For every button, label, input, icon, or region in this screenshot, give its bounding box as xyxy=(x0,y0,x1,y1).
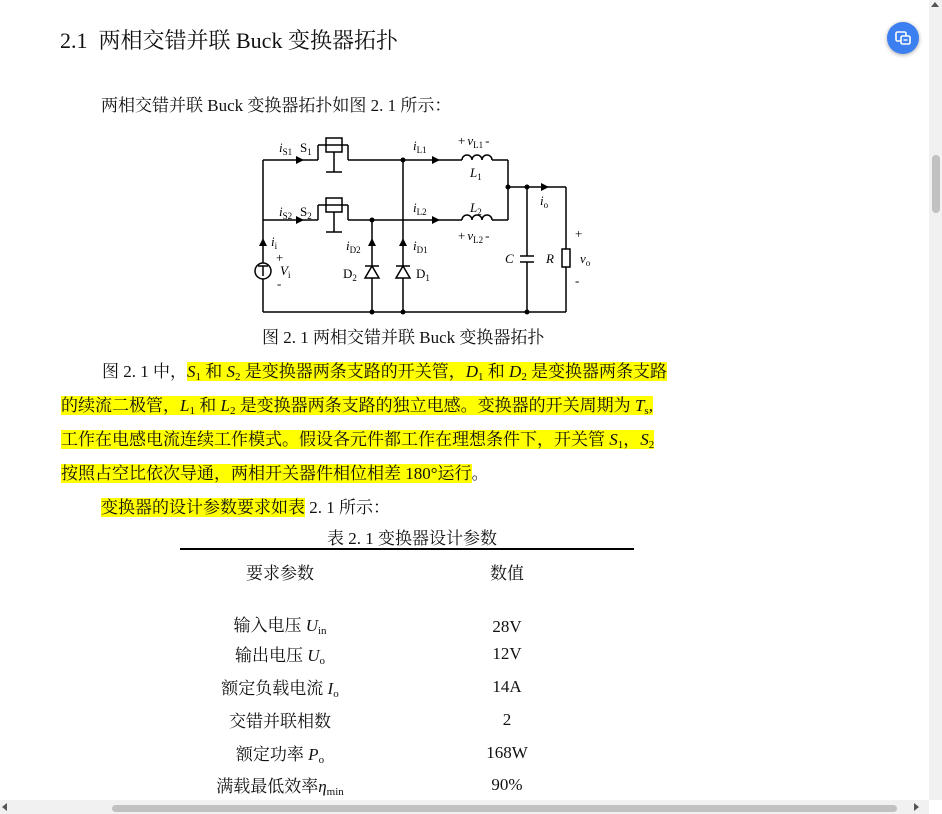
svg-text:C: C xyxy=(505,251,514,266)
col-header-value: 数值 xyxy=(490,563,524,583)
table-row xyxy=(180,736,634,769)
svg-text:R: R xyxy=(546,251,554,266)
svg-text:S1: $S_1$ xyxy=(300,140,312,157)
svg-text:iS1: $i_{S1}$ xyxy=(279,140,293,157)
param-value: 2 xyxy=(502,709,512,729)
translate-fab[interactable] xyxy=(887,22,919,54)
svg-text:S2: $S_2$ xyxy=(300,204,312,221)
svg-text:iL2: $i_{L2}$ xyxy=(413,200,427,217)
param-value: 12V xyxy=(492,643,522,663)
section-heading: 2.1 两相交错并联 Buck 变换器拓扑 xyxy=(60,28,398,53)
body-line-3: 工作在电感电流连续工作模式。假设各元件都工作在理想条件下，开关管 $S_1$，$S_2$ xyxy=(61,430,655,451)
horizontal-scroll-thumb[interactable] xyxy=(112,805,897,812)
resistor-r xyxy=(562,249,570,267)
figure-caption: 图 2. 1 两相交错并联 Buck 变换器拓扑 xyxy=(262,328,545,347)
svg-text:L1: $L_1$ xyxy=(470,165,482,182)
svg-text:iS2: $i_{S2}$ xyxy=(279,204,293,221)
switch-s1 xyxy=(318,138,348,172)
svg-text:io: $i_o$ xyxy=(540,193,549,210)
svg-text:+vL2-: + $v_{L2}$ - xyxy=(458,228,490,245)
svg-text:+vL1-: + $v_{L1}$ - xyxy=(458,133,490,150)
intro-paragraph: 两相交错并联 Buck 变换器拓扑如图 2. 1 所示： xyxy=(101,96,452,115)
param-label: 满载最低效率$\eta_{min}$ xyxy=(216,777,344,799)
svg-text:iD2: $i_{D2}$ xyxy=(346,238,361,255)
diode-d2 xyxy=(365,266,379,278)
scroll-up-arrow[interactable] xyxy=(931,2,939,7)
col-header-param: 要求参数 xyxy=(246,563,314,583)
svg-text:-: - xyxy=(277,276,282,291)
circuit-diagram xyxy=(250,130,610,320)
table-row xyxy=(180,592,634,637)
svg-text:D1: $D_1$ xyxy=(416,266,430,283)
table-row xyxy=(180,637,634,670)
param-label: 额定功率 $P_o$ xyxy=(235,744,325,766)
param-label: 交错并联相数 xyxy=(229,711,331,731)
vertical-scrollbar[interactable] xyxy=(929,0,942,800)
table-row xyxy=(180,703,634,736)
translate-icon xyxy=(894,29,912,47)
svg-text:D2: $D_2$ xyxy=(343,266,357,283)
param-label: 额定负载电流 $I_o$ xyxy=(221,678,339,700)
param-label: 输入电压 $U_{in}$ xyxy=(233,616,327,637)
svg-text:vo: $v_o$ xyxy=(580,251,591,268)
voltage-source xyxy=(255,263,271,279)
svg-text:iD1: $i_{D1}$ xyxy=(413,238,428,255)
svg-text:iL1: $i_{L1}$ xyxy=(413,138,427,155)
param-value: 90% xyxy=(491,775,523,795)
params-intro: 变换器的设计参数要求如表 2. 1 所示： xyxy=(101,498,390,517)
svg-text:+: + xyxy=(276,250,284,265)
svg-text:Vi: $V_i$ xyxy=(280,263,291,280)
svg-text:ii: $i_i$ xyxy=(271,234,278,251)
svg-text:L2: $L_2$ xyxy=(470,200,482,217)
vertical-scroll-thumb[interactable] xyxy=(932,155,940,213)
design-params-table xyxy=(180,548,634,800)
scroll-left-arrow[interactable] xyxy=(2,803,7,811)
body-line-4: 按照占空比依次导通，两相开关器件相位相差 180°运行。 xyxy=(61,464,489,483)
param-value: 14A xyxy=(492,676,522,696)
scroll-right-arrow[interactable] xyxy=(914,803,919,811)
table-header-row xyxy=(180,549,634,592)
param-value: 28V xyxy=(492,617,522,636)
table-row xyxy=(180,670,634,703)
body-line-2: 的续流二极管，$L_1$ 和 $L_2$ 是变换器两条支路的独立电感。变换器的开关周期为 $T_s$, xyxy=(61,396,653,417)
switch-s2 xyxy=(318,198,348,232)
svg-text:+: + xyxy=(575,226,583,241)
table-row xyxy=(180,769,634,800)
body-line-1: 图 2. 1 中，$S_1$ 和 $S_2$ 是变换器两条支路的开关管，$D_1$ 和 $D_2$ 是变换器两条支路 xyxy=(102,362,668,383)
param-value: 168W xyxy=(486,742,528,762)
table-caption: 表 2. 1 变换器设计参数 xyxy=(327,529,497,548)
diode-d1 xyxy=(396,266,410,278)
inductor-l1 xyxy=(462,155,492,160)
svg-text:-: - xyxy=(575,273,580,288)
param-label: 输出电压 $U_o$ xyxy=(234,645,326,667)
